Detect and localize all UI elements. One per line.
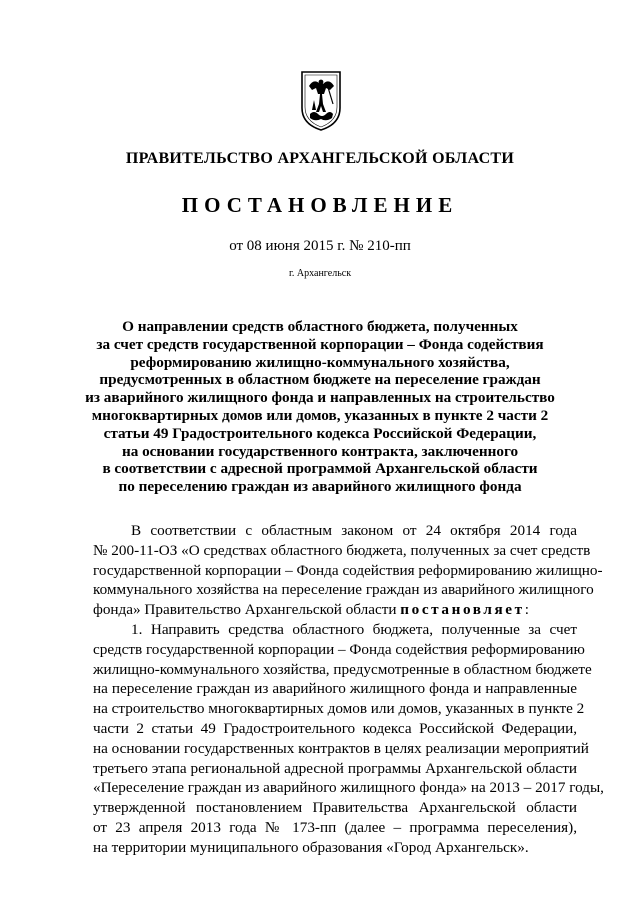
body-line: на строительство многоквартирных домов или домов, указанных в пункте 2 bbox=[93, 700, 585, 718]
title-line: за счет средств государственной корпорации – Фонда содействия bbox=[96, 335, 544, 353]
body-line: на переселение граждан из аварийного жилищного фонда и направленные bbox=[93, 680, 577, 698]
title-line: по переселению граждан из аварийного жилищного фонда bbox=[118, 478, 522, 496]
body-line: 1. Направить средства областного бюджета, полученные за счет bbox=[131, 620, 577, 638]
body-line: жилищно-коммунального хозяйства, предусмотренные в областном бюджете bbox=[93, 660, 592, 678]
title-line: в соответствии с адресной программой Архангельской области bbox=[102, 460, 538, 478]
body-line: на территории муниципального образования «Город Архангельск». bbox=[93, 838, 529, 856]
body-line: коммунального хозяйства на переселение граждан из аварийного жилищного bbox=[93, 581, 594, 599]
body-line: части 2 статьи 49 Градостроительного кодекса Российской Федерации, bbox=[93, 719, 577, 737]
body-line: на основании государственных контрактов в целях реализации мероприятий bbox=[93, 739, 589, 757]
resolution-suffix: : bbox=[524, 601, 529, 619]
title-line: многоквартирных домов или домов, указанных в пункте 2 части 2 bbox=[91, 406, 549, 424]
title-line: статьи 49 Градостроительного кодекса Российской Федерации, bbox=[103, 424, 537, 442]
body-line: третьего этапа региональной адресной программы Архангельской области bbox=[93, 759, 577, 777]
document-body bbox=[93, 521, 604, 858]
body-line: «Переселение граждан из аварийного жилищного фонда» на 2013 – 2017 годы, bbox=[93, 779, 604, 797]
document-title bbox=[70, 318, 570, 496]
body-line: средств государственной корпорации – Фонда содействия реформированию bbox=[93, 640, 585, 658]
body-line: № 200-11-ОЗ «О средствах областного бюджета, полученных за счет средств bbox=[93, 541, 591, 559]
document-type: ПОСТАНОВЛЕНИЕ bbox=[181, 193, 459, 217]
body-line: от 23 апреля 2013 года № 173-пп (далее – программа переселения), bbox=[93, 818, 577, 836]
title-line: из аварийного жилищного фонда и направленных на строительство bbox=[85, 389, 555, 407]
coat-of-arms-icon bbox=[300, 70, 342, 132]
body-line: утвержденной постановлением Правительства Архангельской области bbox=[93, 799, 577, 817]
document-date-number: от 08 июня 2015 г. № 210-пп bbox=[229, 238, 411, 254]
title-line: О направлении средств областного бюджета, полученных bbox=[122, 318, 518, 335]
title-line: на основании государственного контракта, заключенного bbox=[121, 442, 519, 460]
title-line: предусмотренных в областном бюджете на переселение граждан bbox=[99, 371, 541, 389]
resolution-prefix: фонда» Правительство Архангельской области bbox=[93, 601, 397, 619]
title-line: реформированию жилищно-коммунального хозяйства, bbox=[130, 353, 510, 371]
document-city: г. Архангельск bbox=[288, 268, 352, 279]
resolution-keyword: постановляет bbox=[400, 601, 525, 619]
body-line: В соответствии с областным законом от 24 октября 2014 года bbox=[131, 522, 577, 539]
organization-name: ПРАВИТЕЛЬСТВО АРХАНГЕЛЬСКОЙ ОБЛАСТИ bbox=[125, 150, 515, 167]
body-line: государственной корпорации – Фонда содействия реформированию жилищно- bbox=[93, 561, 603, 579]
body-line-resolution bbox=[93, 600, 577, 620]
